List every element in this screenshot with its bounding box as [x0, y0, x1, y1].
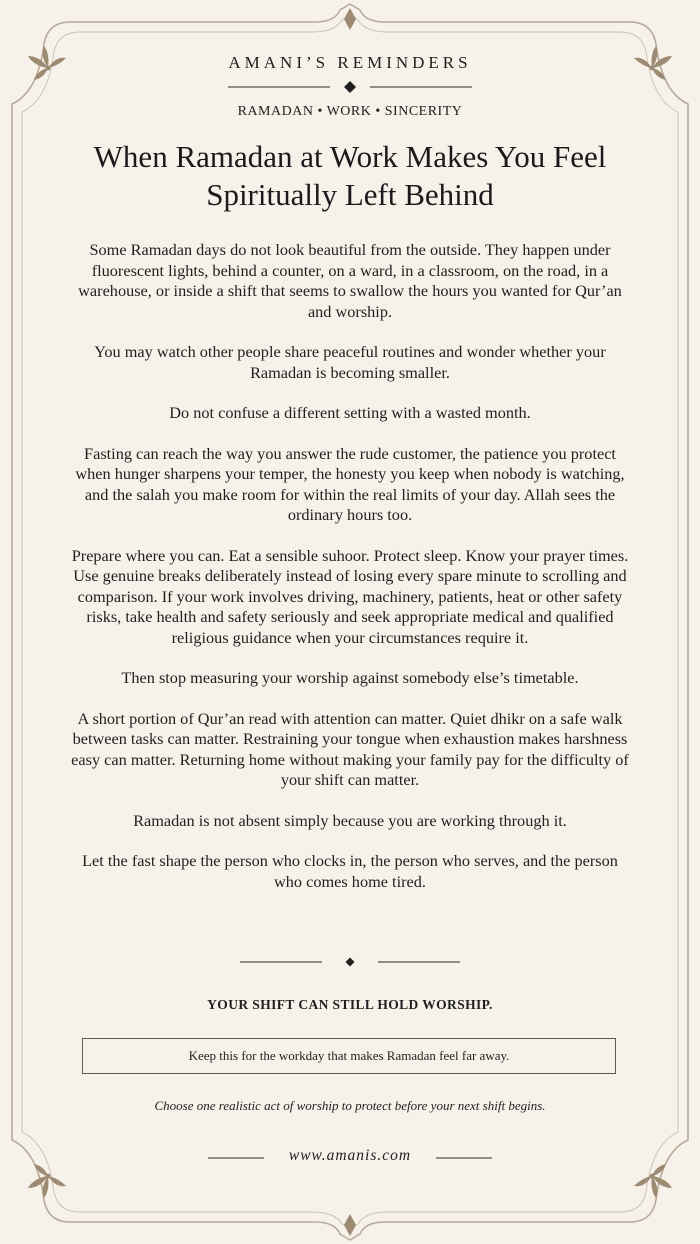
paragraph: Some Ramadan days do not look beautiful from the outside. They happen under fluorescent lights, behind a counter, on a ward, in a classroom, on the road, in a warehouse, or inside a shift that seems to swallow the hours you wanted for Qur’an and worship. — [78, 240, 622, 321]
paragraph: A short portion of Qur’an read with attention can matter. Quiet dhikr on a safe walk between tasks can matter. Restraining your tongue when exhaustion makes harshness easy can matter. Returning home without making your family pay for the difficulty of your shift can matter. — [71, 708, 629, 789]
keep-note-text: Keep this for the workday that makes Ramadan feel far away. — [188, 1048, 510, 1063]
tagline: RAMADAN • WORK • SINCERITY — [237, 104, 463, 119]
website-link[interactable]: www.amanis.com — [288, 1147, 412, 1164]
keep-note-box — [82, 1038, 616, 1074]
paragraph: Ramadan is not absent simply because you are working through it. — [133, 810, 567, 830]
article-body — [70, 240, 630, 912]
paragraph: Let the fast shape the person who clocks in, the person who serves, and the person who comes home tired. — [82, 851, 618, 891]
section-divider — [0, 955, 700, 969]
paragraph: Then stop measuring your worship against somebody else’s timetable. — [121, 668, 579, 687]
paragraph: You may watch other people share peaceful routines and wonder whether your Ramadan is becoming smaller. — [94, 342, 606, 382]
paragraph: Do not confuse a different setting with a wasted month. — [169, 403, 531, 422]
diamond-icon — [344, 81, 356, 93]
diamond-icon — [346, 958, 355, 967]
action-prompt: Choose one realistic act of worship to protect before your next shift begins. — [154, 1098, 546, 1113]
page-title: When Ramadan at Work Makes You Feel Spiritually Left Behind — [93, 139, 607, 212]
closing-statement: YOUR SHIFT CAN STILL HOLD WORSHIP. — [207, 997, 493, 1012]
header-divider — [0, 80, 700, 94]
paragraph: Fasting can reach the way you answer the rude customer, the patience you protect when hunger sharpens your temper, the honesty you keep when nobody is watching, and the salah you make room for within the real limits of your day. Allah sees the ordinary hours too. — [75, 443, 625, 524]
paragraph: Prepare where you can. Eat a sensible suhoor. Protect sleep. Know your prayer times. Use genuine breaks deliberately instead of losing every spare minute to scrolling and comparison. If your work involves driving, machinery, patients, heat or other safety risks, take health and safety seriously and seek appropriate medical and qualified religious guidance when your circumstances require it. — [71, 545, 629, 647]
brand-name: AMANI’S REMINDERS — [228, 53, 472, 72]
